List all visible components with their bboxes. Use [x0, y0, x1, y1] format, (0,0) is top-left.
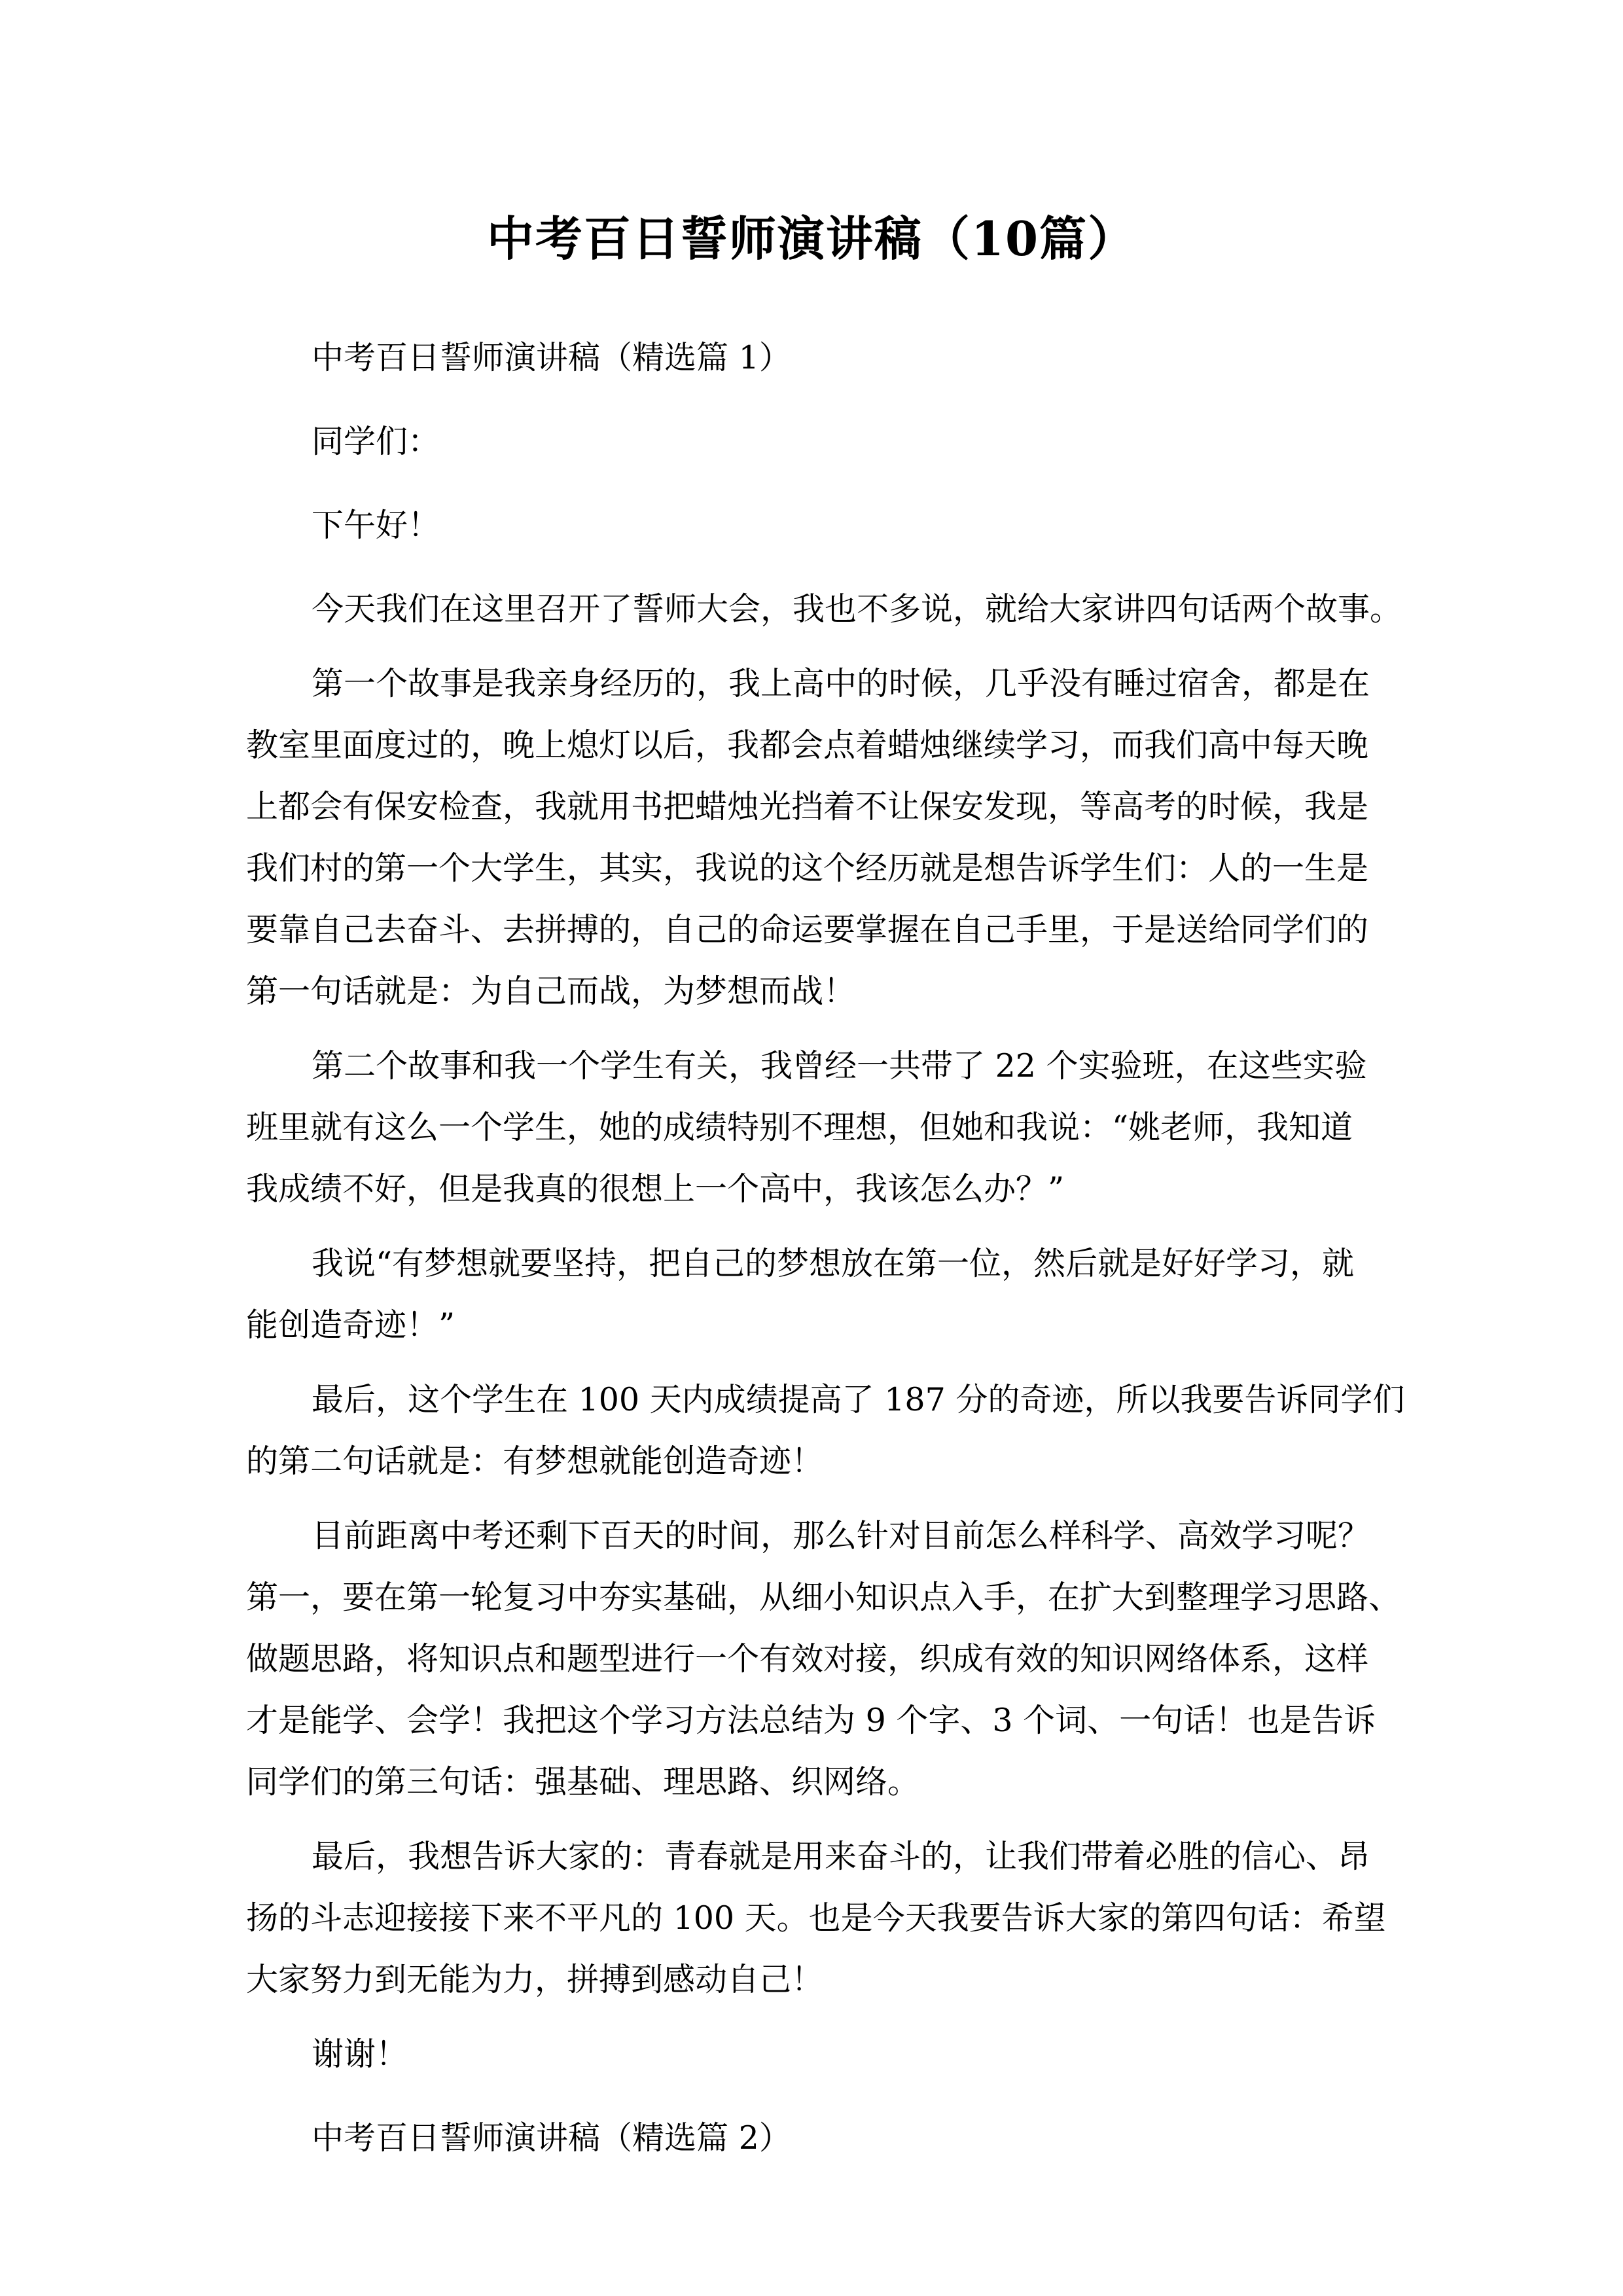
text-line	[246, 1826, 1448, 1888]
text-line	[246, 838, 1382, 899]
text-line-content: 最后，我想告诉大家的：青春就是用来奋斗的，让我们带着必胜的信心、昂	[312, 1838, 1370, 1875]
text-line-content: 班里就有这么一个学生，她的成绩特别不理想，但她和我说：“姚老师，我知道	[246, 1109, 1353, 1146]
text-line: 下午好！	[312, 507, 440, 544]
text-line-content: 目前距离中考还剩下百天的时间，那么针对目前怎么样科学、高效学习呢？	[312, 1517, 1370, 1554]
text-line	[246, 1690, 1382, 1751]
text-line: 谢谢！	[312, 2036, 408, 2073]
text-line	[246, 776, 1382, 838]
line-spacer	[246, 1356, 1382, 1369]
text-line	[246, 1035, 1448, 1097]
line-spacer	[246, 1220, 1382, 1233]
line-spacer	[246, 1022, 1382, 1035]
text-line: 同学们：	[312, 423, 440, 460]
text-line	[246, 899, 1382, 961]
text-line-content: 才是能学、会学！我把这个学习方法总结为 9 个字、3 个词、一句话！也是告诉	[246, 1702, 1376, 1739]
text-line-content: 我说“有梦想就要坚持，把自己的梦想放在第一位，然后就是好好学习，就	[312, 1245, 1355, 1282]
text-line: 同学们的第三句话：强基础、理思路、织网络。	[246, 1763, 920, 1801]
line-spacer	[246, 1492, 1382, 1505]
text-line	[246, 715, 1382, 776]
text-line-content: 第一，要在第一轮复习中夯实基础，从细小知识点入手，在扩大到整理学习思路、	[246, 1579, 1401, 1616]
page-title: 中考百日誓师演讲稿（10篇）	[486, 211, 1137, 267]
text-line: 今天我们在这里召开了誓师大会，我也不多说，就给大家讲四句话两个故事。	[312, 590, 1402, 628]
text-line: 大家努力到无能为力，拼搏到感动自己！	[246, 1961, 824, 1998]
text-line	[246, 1233, 1448, 1295]
text-line	[246, 1505, 1448, 1567]
line-spacer	[246, 389, 1382, 411]
line-spacer	[246, 473, 1382, 495]
text-line: 中考百日誓师演讲稿（精选篇 2）	[312, 2119, 791, 2157]
text-line	[246, 1567, 1401, 1628]
text-line-content: 做题思路，将知识点和题型进行一个有效对接，织成有效的知识网络体系，这样	[246, 1640, 1369, 1677]
text-line-content: 上都会有保安检查，我就用书把蜡烛光挡着不让保安发现，等高考的时候，我是	[246, 788, 1369, 825]
line-spacer	[246, 1813, 1382, 1826]
text-line: 中考百日誓师演讲稿（精选篇 1）	[312, 339, 791, 376]
text-line-content: 要靠自己去奋斗、去拼搏的，自己的命运要掌握在自己手里，于是送给同学们的	[246, 911, 1369, 948]
document-body	[246, 327, 1405, 2169]
text-line	[246, 653, 1448, 715]
text-line: 的第二句话就是：有梦想就能创造奇迹！	[246, 1443, 824, 1480]
line-spacer	[246, 640, 1382, 653]
text-line: 能创造奇迹！”	[246, 1306, 455, 1344]
text-line: 第一句话就是：为自己而战，为梦想而战！	[246, 973, 856, 1010]
text-line	[246, 1369, 1448, 1431]
text-line-content: 我们村的第一个大学生，其实，我说的这个经历就是想告诉学生们：人的一生是	[246, 850, 1369, 887]
text-line: 我成绩不好，但是我真的很想上一个高中，我该怎么办？”	[246, 1170, 1065, 1208]
text-line	[246, 1888, 1386, 1949]
text-line-content: 第二个故事和我一个学生有关，我曾经一共带了 22 个实验班，在这些实验	[312, 1047, 1367, 1085]
text-line-content: 教室里面度过的，晚上熄灯以后，我都会点着蜡烛继续学习，而我们高中每天晚	[246, 726, 1369, 764]
line-spacer	[246, 556, 1382, 579]
text-line	[246, 1628, 1382, 1690]
text-line-content: 最后，这个学生在 100 天内成绩提高了 187 分的奇迹，所以我要告诉同学们	[312, 1381, 1405, 1418]
text-line-content: 第一个故事是我亲身经历的，我上高中的时候，几乎没有睡过宿舍，都是在	[312, 665, 1370, 702]
line-spacer	[246, 2085, 1382, 2108]
text-line-content: 扬的斗志迎接接下来不平凡的 100 天。也是今天我要告诉大家的第四句话：希望	[246, 1899, 1386, 1937]
text-line	[246, 1097, 1382, 1158]
line-spacer	[246, 2011, 1382, 2024]
